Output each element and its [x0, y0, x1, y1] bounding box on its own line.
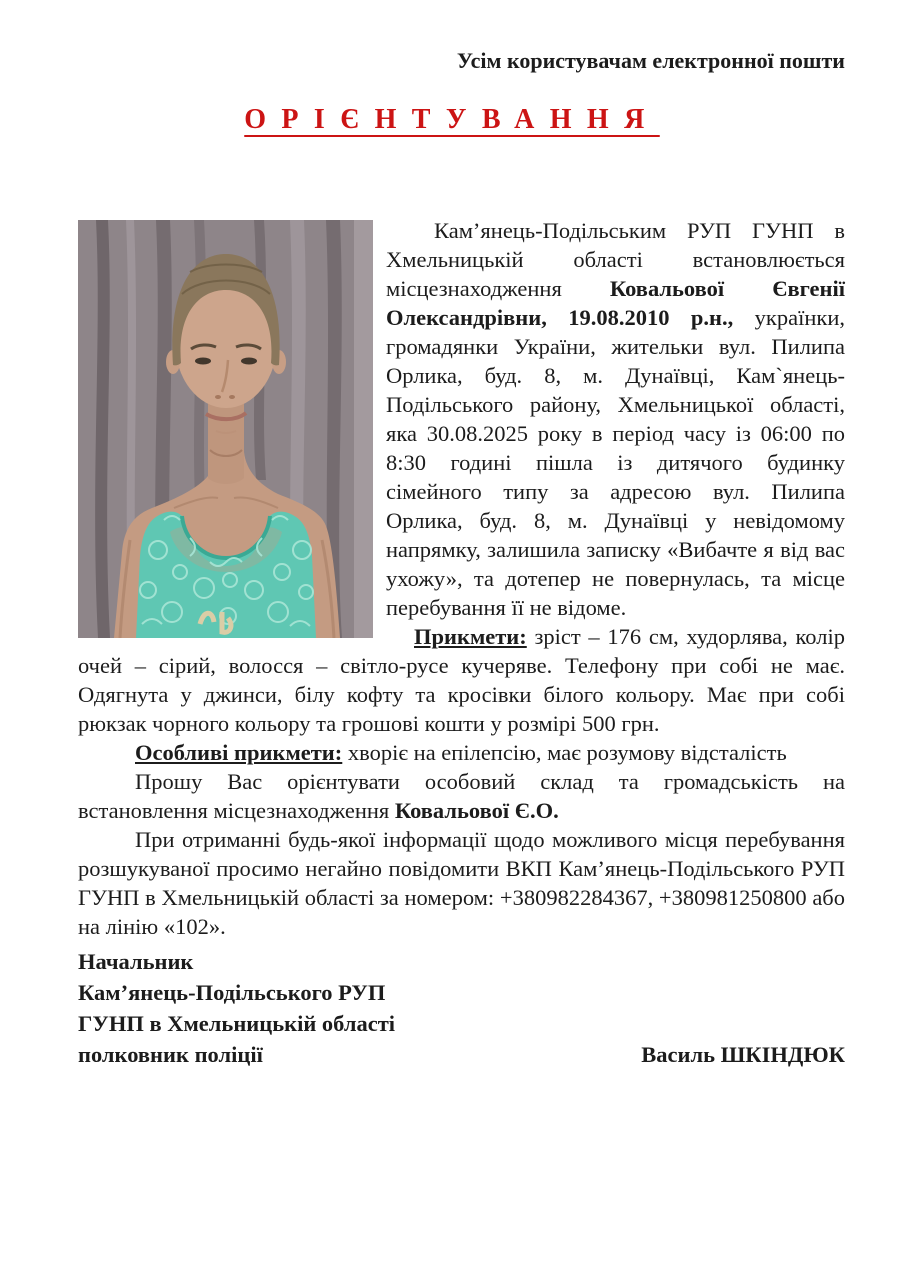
paragraph-special-marks [78, 738, 845, 767]
signature-rank: полковник поліції [78, 1042, 263, 1067]
signature-block [78, 946, 845, 1070]
missing-person-name: Ковальової Євгенії Олександрівни, 19.08.2010 р.н., [386, 276, 845, 330]
nostril [229, 395, 235, 399]
paragraph-contact: При отриманні будь-якої інформації щодо можливого місця перебування розшукуваної просимо негайно повідомити ВКП Кам’янець-Подільського РУП ГУНП в Хмельницькій області за номером: +380982284367, +380981250800 або на лінію «102». [78, 827, 845, 939]
request-text: Прошу Вас орієнтувати особовий склад та громадськість на встановлення місцезнаходження [78, 769, 845, 823]
recipient-line: Усім користувачам електронної пошти [456, 48, 845, 73]
signature-position-title: Начальник [78, 949, 194, 974]
intro-text-1: Кам’янець-Подільським РУП ГУНП в Хмельницькій області встановлюється місцезнаходження [386, 218, 845, 301]
document-body [78, 216, 845, 941]
document-title: ОРІЄНТУВАННЯ [244, 104, 660, 135]
portrait-photo-illustration [78, 220, 373, 638]
request-name: Ковальової Є.О. [394, 798, 559, 823]
signature-unit-line2: ГУНП в Хмельницькій області [78, 1011, 396, 1036]
curtain-fold [354, 220, 373, 638]
special-marks-label: Особливі прикмети: [135, 740, 343, 765]
special-marks-text: хворіє на епілепсію, має розумову відсталість [342, 740, 787, 765]
right-eye [241, 358, 257, 365]
description-label: Прикмети: [414, 624, 527, 649]
missing-person-photo [78, 220, 373, 638]
signature-name: Василь ШКІНДЮК [641, 1042, 845, 1067]
paragraph-request [78, 767, 845, 825]
signature-unit-line1: Кам’янець-Подільського РУП [78, 980, 386, 1005]
description-text: зріст – 176 см, худорлява, колір очей – сірий, волосся – світло-русе кучеряве. Телефону при собі не має. Одягнута у джинси, білу кофту та кросівки білого кольору. Має при собі рюкзак чорного кольору та грошові кошти у розмірі 500 грн. [78, 624, 845, 736]
paragraph-description [78, 622, 845, 738]
intro-text-2: українки, громадянки України, жительки вул. Пилипа Орлика, буд. 8, м. Дунаївці, Кам`янець-Подільського району, Хмельницької області, яка 30.08.2025 року в період часу із 06:00 по 8:30 годині пішла із дитячого будинку сімейного типу за адресою вул. Пилипа Орлика, буд. 8, м. Дунаївці у невідомому напрямку, залишила записку «Вибачте я від вас ухожу», та дотепер не повернулась, та місце перебування її не відоме. [386, 305, 845, 620]
nostril [215, 395, 221, 399]
left-eye [195, 358, 211, 365]
